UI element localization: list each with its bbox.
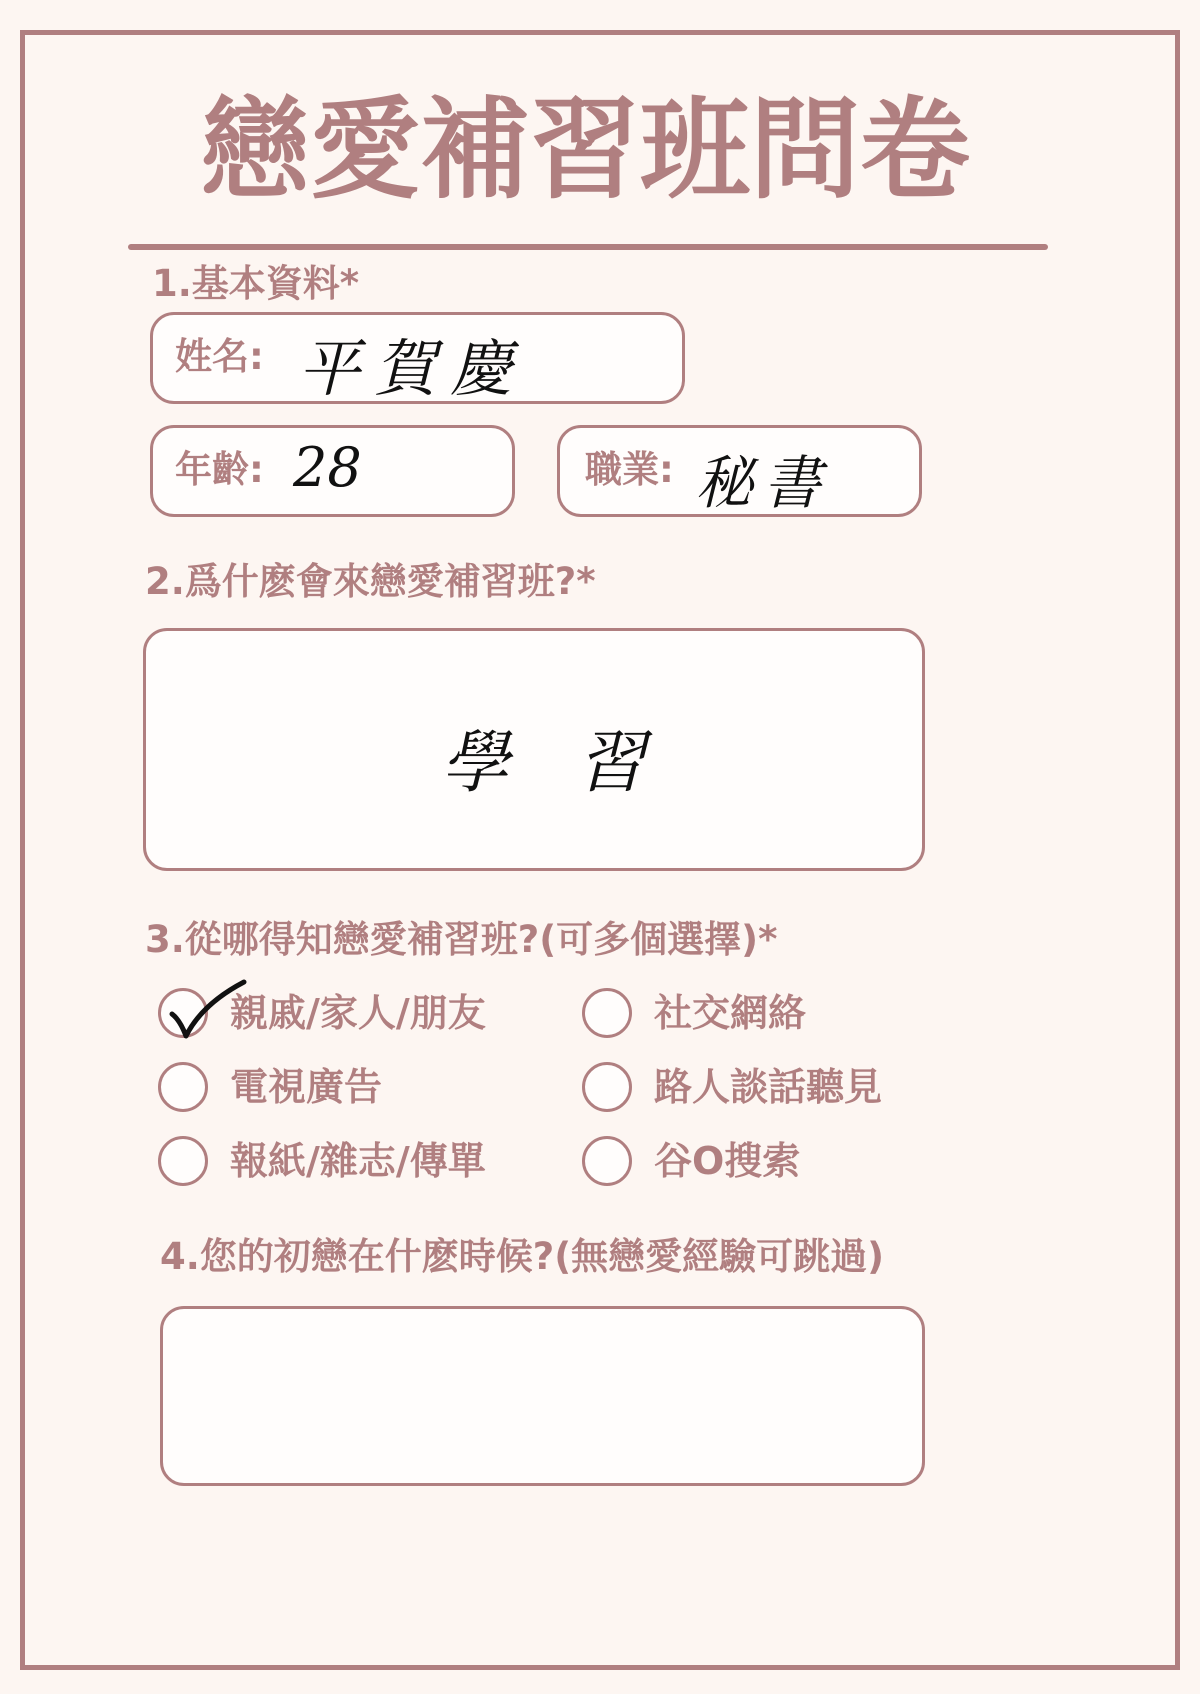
section4-heading: 4.您的初戀在什麽時候?(無戀愛經驗可跳過) <box>160 1235 885 1278</box>
option-radio[interactable] <box>582 1136 632 1186</box>
age-value: 28 <box>293 436 362 499</box>
option-relatives-friends[interactable] <box>158 988 558 1048</box>
option-print-media[interactable] <box>158 1136 558 1196</box>
option-label: 報紙/雜志/傳單 <box>230 1139 486 1183</box>
first-love-textarea[interactable] <box>160 1306 925 1486</box>
option-tv-ads[interactable] <box>158 1062 558 1122</box>
section3-heading: 3.從哪得知戀愛補習班?(可多個選擇)* <box>145 918 778 961</box>
occupation-label: 職業: <box>585 448 674 491</box>
option-label: 電視廣告 <box>230 1065 383 1109</box>
option-overheard[interactable] <box>582 1062 982 1122</box>
option-social-network[interactable] <box>582 988 982 1048</box>
title-divider <box>128 244 1048 250</box>
age-field[interactable] <box>150 425 515 517</box>
option-radio[interactable] <box>582 1062 632 1112</box>
name-field[interactable] <box>150 312 685 404</box>
occupation-value: 秘書 <box>695 449 832 517</box>
reason-textarea[interactable] <box>143 628 925 871</box>
section2-heading: 2.爲什麽會來戀愛補習班?* <box>145 560 596 603</box>
option-label: 親戚/家人/朋友 <box>230 991 486 1035</box>
form-title: 戀愛補習班問卷 <box>200 86 970 214</box>
option-label: 路人談話聽見 <box>654 1065 883 1109</box>
option-search-engine[interactable] <box>582 1136 982 1196</box>
age-label: 年齡: <box>175 448 264 491</box>
option-label: 谷O搜索 <box>654 1139 801 1183</box>
option-radio[interactable] <box>582 988 632 1038</box>
option-radio[interactable] <box>158 1136 208 1186</box>
option-label: 社交網絡 <box>654 991 807 1035</box>
name-label: 姓名: <box>175 335 264 378</box>
reason-answer: 學 習 <box>441 724 646 803</box>
option-radio[interactable] <box>158 1062 208 1112</box>
occupation-field[interactable] <box>557 425 922 517</box>
section1-heading: 1.基本資料* <box>152 262 360 305</box>
name-value: 平賀慶 <box>298 332 527 405</box>
